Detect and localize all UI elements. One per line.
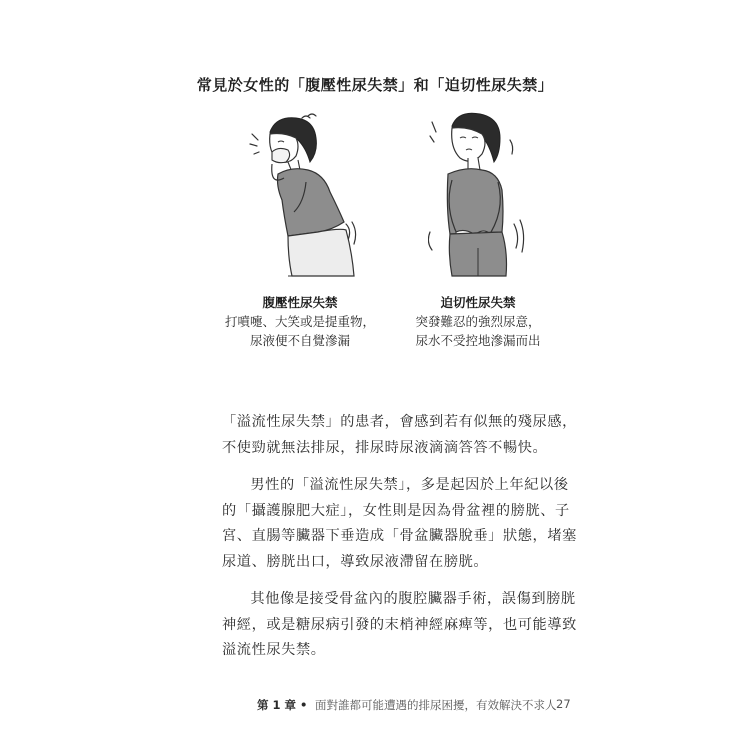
- sneezing-woman-illustration: [248, 112, 358, 280]
- paragraph: 「溢流性尿失禁」的患者，會感到若有似無的殘尿感，不使勁就無法排尿，排尿時尿液滴滴答答不暢快。: [222, 414, 577, 456]
- body-text: [222, 410, 582, 676]
- caption-urge-incontinence: [378, 293, 578, 350]
- caption-stress-incontinence: [200, 293, 400, 350]
- caption-line: 尿水不受控地滲漏而出: [415, 333, 541, 348]
- caption-line: 打噴嚏、大笑或是提重物，: [224, 314, 375, 329]
- page-number: 27: [556, 697, 571, 711]
- caption-title: 迫切性尿失禁: [440, 295, 516, 310]
- urgent-woman-illustration: [428, 112, 528, 280]
- paragraph: 其他像是接受骨盆內的腹腔臟器手術，誤傷到膀胱神經，或是糖尿病引發的末梢神經麻痺等，也可能導致溢流性尿失禁。: [222, 591, 577, 658]
- chapter-description: 面對誰都可能遭遇的排尿困擾，有效解決不求人: [315, 698, 557, 712]
- caption-line: 尿液便不自覺滲漏: [249, 333, 350, 348]
- chapter-label: 第 1 章 •: [257, 698, 308, 712]
- figure-title: 常見於女性的「腹壓性尿失禁」和「迫切性尿失禁」: [196, 76, 554, 94]
- paragraph: 男性的「溢流性尿失禁」，多是起因於上年紀以後的「攝護腺肥大症」，女性則是因為骨盆裡的膀胱、子宮、直腸等臟器下垂造成「骨盆臟器脫垂」狀態，堵塞尿道、膀胱出口，導致尿液滯留在膀胱。: [222, 477, 577, 570]
- caption-title: 腹壓性尿失禁: [262, 295, 338, 310]
- caption-line: 突發難忍的強烈尿意，: [415, 314, 541, 329]
